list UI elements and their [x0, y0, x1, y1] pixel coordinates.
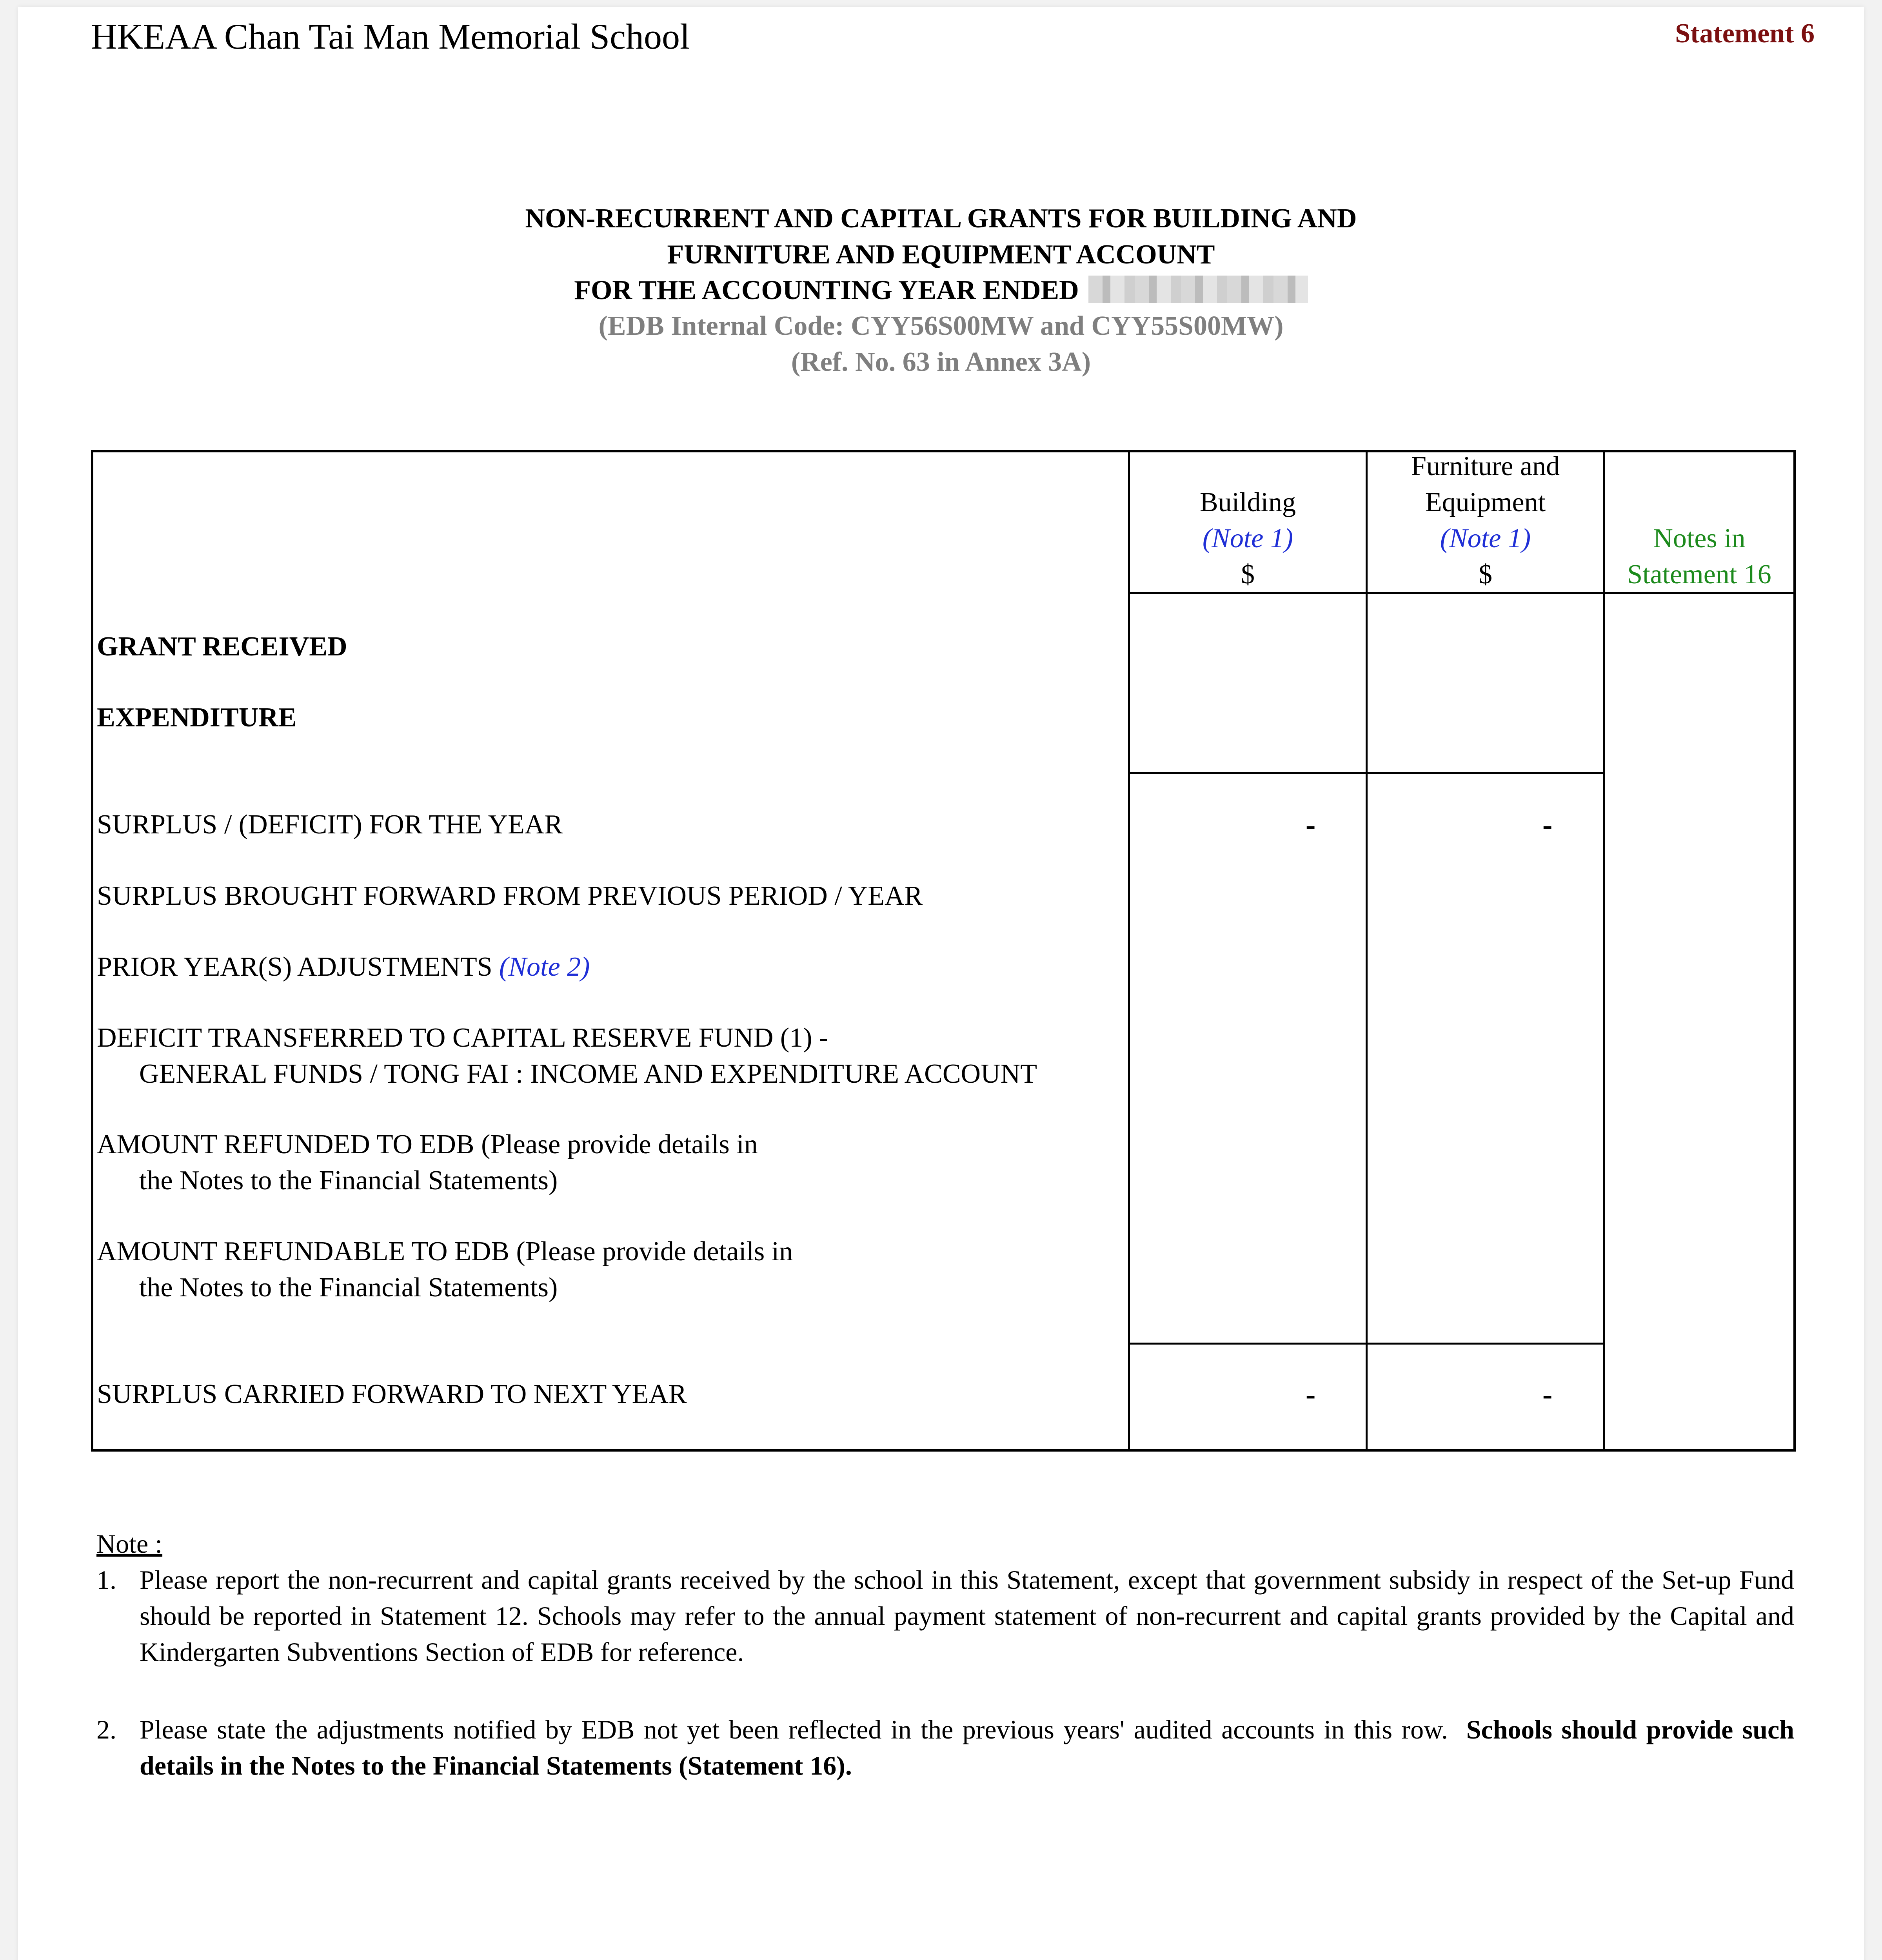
building-note-link[interactable]: (Note 1) [1202, 523, 1293, 554]
deficit-line-1: DEFICIT TRANSFERRED TO CAPITAL RESERVE FUND (1) - [97, 1023, 828, 1053]
value-surplus-year-building: - [1306, 808, 1316, 841]
building-unit: $ [1241, 559, 1255, 590]
school-name: HKEAA Chan Tai Man Memorial School [91, 16, 690, 56]
row-surplus-for-year: SURPLUS / (DEFICIT) FOR THE YEAR [97, 809, 563, 840]
note-1-text: Please report the non-recurrent and capital grants received by the school in this Statement, except that government subsidy in respect of the Set-up Fund should be reported in Statement 12. Schools may refer to the annual payment statement of non-recurrent and capital grants provided by the Capital and Kindergarten Subventions Section of EDB for reference. [140, 1565, 1794, 1667]
table-border-bottom [91, 1449, 1796, 1452]
refunded-line-2: the Notes to the Financial Statements) [139, 1165, 558, 1196]
note-item-1 [96, 1562, 1794, 1670]
row-prior-year-adjustments [97, 949, 590, 985]
note-1-number: 1. [96, 1565, 116, 1595]
title-line-2: FURNITURE AND EQUIPMENT ACCOUNT [667, 240, 1215, 270]
column-header-furniture [1368, 448, 1603, 593]
furniture-unit: $ [1479, 559, 1492, 590]
value-surplus-year-furniture: - [1542, 808, 1553, 841]
deficit-line-2: GENERAL FUNDS / TONG FAI : INCOME AND EXPENDITURE ACCOUNT [139, 1059, 1037, 1089]
notes-label-line1: Notes in [1653, 523, 1746, 554]
title-line-1: NON-RECURRENT AND CAPITAL GRANTS FOR BUILDING AND [525, 203, 1357, 234]
row-grant-received: GRANT RECEIVED [97, 632, 347, 662]
column-divider-notes [1603, 450, 1605, 1452]
note-item-2 [96, 1711, 1794, 1784]
row-amount-refundable [97, 1234, 793, 1306]
edb-internal-code: (EDB Internal Code: CYY56S00MW and CYY55S00MW) [598, 311, 1284, 341]
refundable-line-2: the Notes to the Financial Statements) [139, 1272, 558, 1303]
reference-number: (Ref. No. 63 in Annex 3A) [791, 347, 1091, 377]
notes-label-line2: Statement 16 [1627, 559, 1771, 590]
row-expenditure: EXPENDITURE [97, 702, 297, 733]
furniture-label-line2: Equipment [1425, 487, 1546, 517]
prior-adjustments-label: PRIOR YEAR(S) ADJUSTMENTS [97, 952, 492, 982]
row-surplus-brought-forward: SURPLUS BROUGHT FORWARD FROM PREVIOUS PERIOD / YEAR [97, 881, 923, 911]
note-2-bold: Schools should provide such details in the Notes to the Financial Statements (Statement 16). [140, 1715, 1795, 1780]
row-surplus-carried-forward: SURPLUS CARRIED FORWARD TO NEXT YEAR [97, 1379, 687, 1409]
furniture-note-link[interactable]: (Note 1) [1440, 523, 1531, 554]
note-2-text [140, 1711, 1794, 1784]
notes-heading: Note : [96, 1529, 163, 1559]
column-header-notes [1605, 521, 1793, 593]
column-divider-furniture [1366, 450, 1368, 1452]
subtotal-rule-2 [1128, 1343, 1605, 1345]
redacted-date [1088, 276, 1308, 303]
subtotal-rule-1 [1128, 772, 1605, 774]
column-header-building [1130, 485, 1366, 593]
furniture-label-line1: Furniture and [1411, 451, 1560, 481]
refunded-line-1: AMOUNT REFUNDED TO EDB (Please provide details in [97, 1129, 758, 1160]
note-2-number: 2. [96, 1715, 116, 1744]
note-2-plain: Please state the adjustments notified by EDB not yet been reflected in the previous years' audited accounts in this row. [140, 1715, 1448, 1744]
statement-label: Statement 6 [1675, 18, 1815, 49]
column-divider-building [1128, 450, 1130, 1452]
table-border-left [91, 450, 93, 1452]
title-line-3 [0, 272, 1882, 309]
value-surplus-cf-furniture: - [1542, 1378, 1553, 1411]
row-deficit-transferred [97, 1020, 1037, 1092]
prior-adjustments-note-link[interactable]: (Note 2) [499, 952, 590, 982]
refundable-line-1: AMOUNT REFUNDABLE TO EDB (Please provide details in [97, 1236, 793, 1267]
table-border-right [1793, 450, 1796, 1452]
value-surplus-cf-building: - [1306, 1378, 1316, 1411]
building-label: Building [1199, 487, 1296, 517]
title-year-ended: FOR THE ACCOUNTING YEAR ENDED [574, 275, 1079, 305]
row-amount-refunded [97, 1127, 758, 1199]
